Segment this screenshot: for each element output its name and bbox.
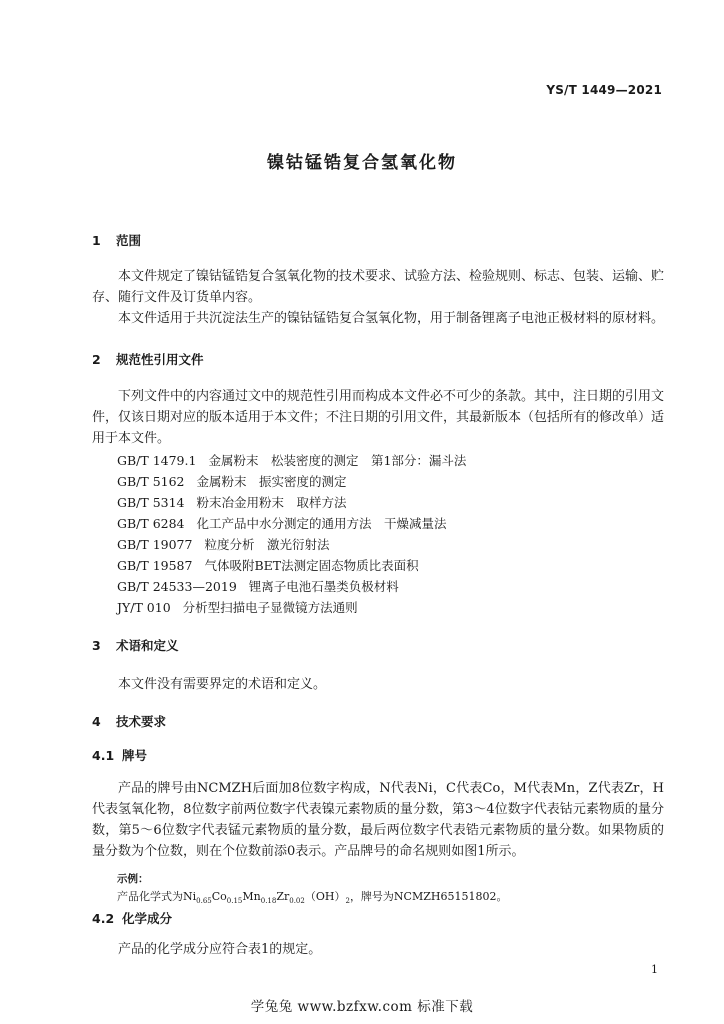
reference-item <box>117 556 419 574</box>
reference-code: GB/T 19077 <box>117 537 193 552</box>
reference-code: GB/T 1479.1 <box>117 453 197 468</box>
reference-item <box>117 535 329 553</box>
standard-code: YS/T 1449—2021 <box>546 83 662 97</box>
paragraph: 产品的牌号由NCMZH后面加8位数字构成，N代表Ni，C代表Co，M代表Mn，Z代表Zr，H代表氢氧化物，8位数字前两位数字代表镍元素物质的量分数，第3～4位数字代表钴元素物质的量分数，第5～6位数字代表锰元素物质的量分数，最后两位数字代表锆元素物质的量分数。如果物质的量分数为个位数，则在个位数前添0表示。产品牌号的命名规则如图1所示。 <box>92 781 664 859</box>
reference-title: 锂离子电池石墨类负极材料 <box>248 579 399 594</box>
reference-item <box>117 577 399 595</box>
reference-title: 气体吸附BET法测定固态物质比表面积 <box>204 558 419 573</box>
paragraph: 本文件没有需要界定的术语和定义。 <box>118 677 327 692</box>
example-suffix: ，牌号为NCMZH65151802。 <box>349 890 508 903</box>
example-label: 示例： <box>117 873 149 885</box>
reference-code: JY/T 010 <box>117 600 171 615</box>
section-number: 2 <box>92 352 101 367</box>
section-title: 技术要求 <box>116 714 167 729</box>
paragraph: 本文件适用于共沉淀法生产的镍钴锰锆复合氢氧化物，用于制备锂离子电池正极材料的原材料。 <box>118 311 665 326</box>
reference-item <box>117 514 447 532</box>
reference-item <box>117 598 358 616</box>
reference-title: 化工产品中水分测定的通用方法 干燥减量法 <box>196 516 447 531</box>
reference-item <box>117 451 466 469</box>
formula-oh: （OH） <box>304 890 346 903</box>
reference-title: 金属粉末 松装密度的测定 第1部分：漏斗法 <box>208 453 467 468</box>
section-title: 化学成分 <box>122 911 173 926</box>
footer-watermark: 学兔兔 www.bzfxw.com 标准下载 <box>250 999 474 1015</box>
section-number: 4 <box>92 714 101 729</box>
formula-oh-sub: 2 <box>345 897 350 906</box>
reference-code: GB/T 19587 <box>117 558 193 573</box>
reference-code: GB/T 5314 <box>117 495 185 510</box>
section-number: 1 <box>92 233 101 248</box>
page-number: 1 <box>651 963 658 976</box>
section-title: 范围 <box>116 233 142 248</box>
formula-co: Co <box>211 890 227 903</box>
section-2-heading <box>92 350 204 368</box>
section-4-1-heading <box>92 746 147 764</box>
formula-mn: Mn <box>242 890 261 903</box>
formula-zr-sub: 0.02 <box>289 897 305 906</box>
reference-code: GB/T 6284 <box>117 516 185 531</box>
paragraph: 下列文件中的内容通过文中的规范性引用而构成本文件必不可少的条款。其中，注日期的引用文件，仅该日期对应的版本适用于本文件；不注日期的引用文件，其最新版本（包括所有的修改单）适用于本文件。 <box>92 389 665 446</box>
paragraph: 产品的化学成分应符合表1的规定。 <box>118 942 322 957</box>
formula-ni: Ni <box>183 890 197 903</box>
reference-code: GB/T 24533—2019 <box>117 579 237 594</box>
reference-item <box>117 472 347 490</box>
section-number: 4.2 <box>92 911 115 926</box>
formula-co-sub: 0.15 <box>226 897 243 906</box>
reference-title: 金属粉末 振实密度的测定 <box>196 474 347 489</box>
section-1-heading <box>92 231 141 249</box>
section-title: 术语和定义 <box>116 638 179 653</box>
reference-item <box>117 493 347 511</box>
reference-title: 粒度分析 激光衍射法 <box>204 537 330 552</box>
section-title: 规范性引用文件 <box>116 352 204 367</box>
section-number: 3 <box>92 638 101 653</box>
section-4-2-heading <box>92 909 172 927</box>
reference-code: GB/T 5162 <box>117 474 185 489</box>
example-prefix: 产品化学式为 <box>117 890 183 903</box>
example-text <box>117 888 507 905</box>
section-3-heading <box>92 636 179 654</box>
section-number: 4.1 <box>92 748 115 763</box>
paragraph: 本文件规定了镍钴锰锆复合氢氧化物的技术要求、试验方法、检验规则、标志、包装、运输、贮存、随行文件及订货单内容。 <box>92 269 665 305</box>
section-title: 牌号 <box>122 748 148 763</box>
document-title: 镍钴锰锆复合氢氧化物 <box>267 153 457 173</box>
formula-zr: Zr <box>276 890 290 903</box>
reference-title: 分析型扫描电子显微镜方法通则 <box>182 600 358 615</box>
formula-mn-sub: 0.18 <box>260 897 277 906</box>
formula-ni-sub: 0.65 <box>196 897 212 906</box>
reference-title: 粉末冶金用粉末 取样方法 <box>196 495 347 510</box>
section-4-heading <box>92 712 166 730</box>
